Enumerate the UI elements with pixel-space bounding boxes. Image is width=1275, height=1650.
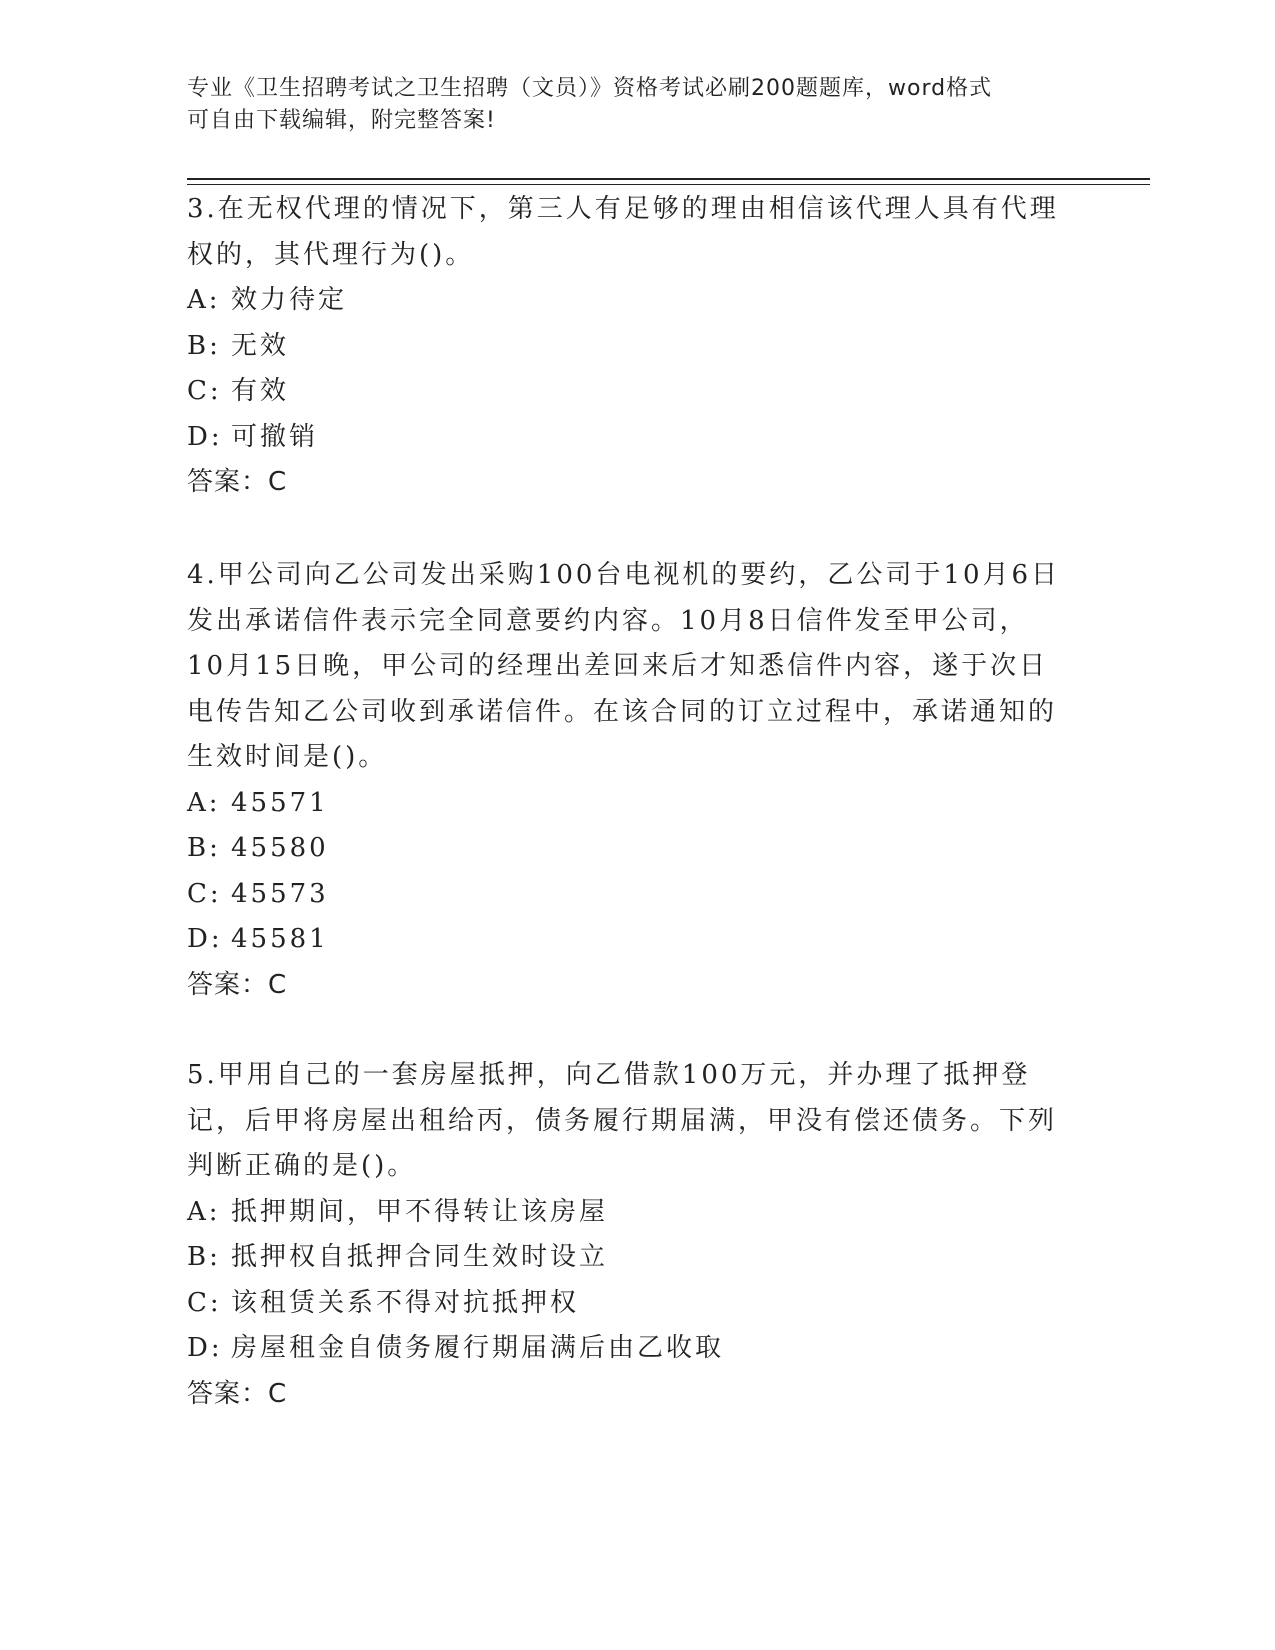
answer-line: 答案：C (187, 969, 288, 1000)
option-c (187, 872, 1067, 918)
option-d (187, 415, 1067, 461)
option-letter: B: (187, 330, 221, 361)
option-letter: D: (187, 1333, 223, 1363)
option-b (187, 826, 1067, 872)
option-text: 45571 (231, 787, 329, 818)
option-text: 抵押权自抵押合同生效时设立 (231, 1242, 609, 1272)
option-c (187, 369, 1067, 415)
option-text: 抵押期间，甲不得转让该房屋 (231, 1196, 609, 1227)
header-divider-thin (187, 184, 1150, 185)
question-block (187, 553, 1067, 1008)
option-letter: D: (187, 924, 223, 954)
option-a (187, 1190, 1067, 1236)
option-a (187, 781, 1067, 827)
answer-line: 答案：C (187, 1378, 288, 1409)
option-text: 可撤销 (231, 421, 319, 452)
option-letter: D: (187, 421, 223, 452)
option-a (187, 278, 1067, 324)
option-letter: C: (187, 1287, 222, 1318)
header-divider-thick (187, 178, 1150, 180)
option-letter: A: (187, 285, 221, 315)
header-line-1: 专业《卫生招聘考试之卫生招聘（文员）》资格考试必刷200题题库，word格式 (187, 76, 993, 101)
question-text: 5.甲用自己的一套房屋抵押，向乙借款100万元，并办理了抵押登记，后甲将房屋出租给丙，债务履行期届满，甲没有偿还债务。下列判断正确的是()。 (187, 1060, 1058, 1181)
option-text: 无效 (231, 330, 290, 361)
option-letter: B: (187, 1242, 221, 1272)
option-text: 效力待定 (231, 285, 348, 315)
option-letter: A: (187, 787, 221, 818)
option-text: 该租赁关系不得对抗抵押权 (231, 1287, 580, 1318)
question-block (187, 1053, 1067, 1417)
option-text: 有效 (231, 376, 290, 406)
option-letter: B: (187, 833, 221, 863)
option-b (187, 1235, 1067, 1281)
question-text: 3.在无权代理的情况下，第三人有足够的理由相信该代理人具有代理权的，其代理行为()。 (187, 194, 1059, 270)
option-b (187, 324, 1067, 370)
header-line-2: 可自由下载编辑，附完整答案! (187, 108, 496, 133)
option-text: 房屋租金自债务履行期届满后由乙收取 (231, 1333, 725, 1363)
option-text: 45581 (231, 924, 329, 954)
question-text: 4.甲公司向乙公司发出采购100台电视机的要约，乙公司于10月6日发出承诺信件表示完全同意要约内容。10月8日信件发至甲公司，10月15日晚，甲公司的经理出差回来后才知悉信件内容，遂于次日电传告知乙公司收到承诺信件。在该合同的订立过程中，承诺通知的生效时间是()。 (187, 560, 1061, 772)
document-header (187, 73, 1067, 137)
option-d (187, 917, 1067, 963)
option-text: 45580 (231, 833, 329, 863)
option-letter: A: (187, 1196, 221, 1227)
option-c (187, 1281, 1067, 1327)
answer-line: 答案：C (187, 467, 288, 497)
question-block (187, 187, 1067, 506)
option-letter: C: (187, 376, 222, 406)
option-text: 45573 (231, 878, 329, 909)
option-d (187, 1326, 1067, 1372)
option-letter: C: (187, 878, 222, 909)
